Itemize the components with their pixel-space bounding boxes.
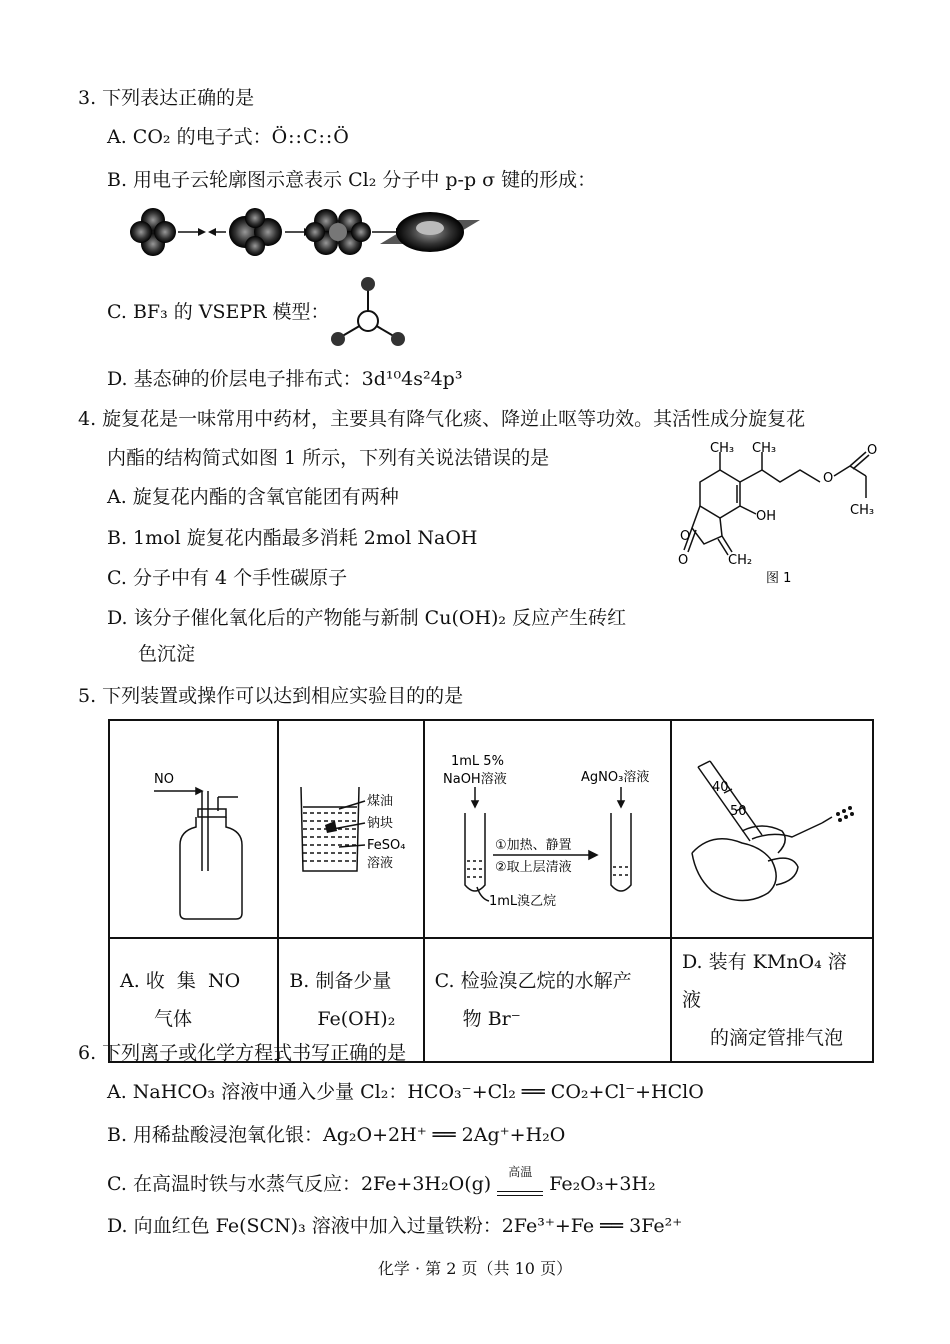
q4-stem-line1: 4. 旋复花是一味常用中药材，主要具有降气化痰、降逆止呕等功效。其活性成分旋复花 <box>78 408 806 430</box>
test-tube-figure <box>425 721 669 933</box>
lactone-oxygen-label: O <box>678 553 689 568</box>
q3-option-a <box>107 125 350 149</box>
apparatus-b-cell <box>278 720 423 938</box>
high-temp-condition: 高温 <box>508 1165 533 1179</box>
step1-label: ①加热、静置 <box>494 838 572 853</box>
q4-option-b: B. 1mol 旋复花内酯最多消耗 2mol NaOH <box>107 527 478 549</box>
sodium-label: 钠块 <box>367 816 394 831</box>
q4-stem-line2: 内酯的结构简式如图 1 所示，下列有关说法错误的是 <box>107 447 550 469</box>
q3-option-a-text: A. CO₂ 的电子式： <box>107 126 272 148</box>
q4-option-a: A. 旋复花内酯的含氧官能团有两种 <box>107 486 399 508</box>
caption-c <box>424 938 671 1062</box>
p-orbital-2 <box>229 208 282 256</box>
tick-50-label: 50 <box>730 804 747 819</box>
q6-option-c-right: Fe₂O₃+3H₂ <box>549 1173 656 1195</box>
feso4-label: FeSO₄ <box>367 838 406 853</box>
ch3-label-b: CH₃ <box>752 441 777 456</box>
caption-b-line2: Fe(OH)₂ <box>317 1008 396 1030</box>
step2-label: ②取上层清液 <box>494 860 572 875</box>
apparatus-c-cell <box>424 720 671 938</box>
kerosene-label: 煤油 <box>367 794 394 809</box>
q6-option-c-left: C. 在高温时铁与水蒸气反应：2Fe+3H₂O(g) <box>107 1173 492 1195</box>
lactone-structure-figure <box>670 440 890 590</box>
ch2-label: CH₂ <box>728 553 753 568</box>
no-label: NO <box>154 772 174 787</box>
burette-figure <box>672 721 872 933</box>
q6-option-a: A. NaHCO₃ 溶液中通入少量 Cl₂：HCO₃⁻+Cl₂ ══ CO₂+Cl⁻+HClO <box>107 1081 704 1103</box>
caption-a-line1: A. 收 集 NO <box>120 970 241 992</box>
oh-label: OH <box>756 509 777 524</box>
q3-option-d: D. 基态砷的价层电子排布式：3d¹⁰4s²4p³ <box>107 368 463 390</box>
caption-a-line2: 气体 <box>154 1008 193 1030</box>
ester-oxygen-label: O <box>823 471 834 486</box>
apparatus-a-cell <box>109 720 278 938</box>
caption-b-line1: B. 制备少量 <box>289 970 392 992</box>
q6-option-c <box>107 1165 656 1196</box>
q3-option-b: B. 用电子云轮廓图示意表示 Cl₂ 分子中 p-p σ 键的形成： <box>107 169 597 191</box>
ch3-label-a: CH₃ <box>710 441 735 456</box>
caption-d <box>671 938 873 1062</box>
gas-washing-bottle-figure <box>110 721 276 933</box>
q3-stem: 3. 下列表达正确的是 <box>78 87 255 109</box>
tick-40-label: 40 <box>712 780 729 795</box>
co2-electron-formula: Ö::C::Ö <box>271 126 350 148</box>
q3-option-c: C. BF₃ 的 VSEPR 模型： <box>107 301 330 323</box>
caption-c-line1: C. 检验溴乙烷的水解产 <box>434 970 632 992</box>
beaker-figure <box>279 721 421 933</box>
caption-c-line2: 物 Br⁻ <box>462 1008 521 1030</box>
caption-d-line1: D. 装有 KMnO₄ 溶液 <box>682 951 847 1011</box>
solution-label: 溶液 <box>367 856 394 871</box>
high-temp-arrow <box>497 1165 543 1196</box>
experiment-table <box>108 719 874 1063</box>
q6-option-b: B. 用稀盐酸浸泡氧化银：Ag₂O+2H⁺ ══ 2Ag⁺+H₂O <box>107 1124 566 1146</box>
bromoethane-label: 1mL溴乙烷 <box>488 894 556 909</box>
caption-d-line2: 的滴定管排气泡 <box>710 1027 844 1049</box>
carbonyl-oxygen-label: O <box>867 443 878 458</box>
ring-oxygen-label: O <box>680 529 691 544</box>
sigma-bond-figure <box>130 204 490 260</box>
p-orbital-1 <box>130 208 176 256</box>
naoh-volume-label: 1mL 5% <box>450 754 504 769</box>
bf3-vsepr-model <box>328 274 408 354</box>
q6-stem: 6. 下列离子或化学方程式书写正确的是 <box>78 1042 407 1064</box>
naoh-solution-label: NaOH溶液 <box>442 772 507 787</box>
ch3-label-c: CH₃ <box>850 503 875 518</box>
agno3-label: AgNO₃溶液 <box>580 770 649 785</box>
q4-option-d-line2: 色沉淀 <box>138 643 196 665</box>
figure-1-caption: 图 1 <box>766 571 792 586</box>
apparatus-d-cell <box>671 720 873 938</box>
q4-option-c: C. 分子中有 4 个手性碳原子 <box>107 567 348 589</box>
page-footer: 化学 · 第 2 页（共 10 页） <box>377 1259 573 1278</box>
q5-stem: 5. 下列装置或操作可以达到相应实验目的的是 <box>78 685 464 707</box>
q4-option-d-line1: D. 该分子催化氧化后的产物能与新制 Cu(OH)₂ 反应产生砖红 <box>107 607 627 629</box>
q6-option-d: D. 向血红色 Fe(SCN)₃ 溶液中加入过量铁粉：2Fe³⁺+Fe ══ 3Fe²⁺ <box>107 1215 683 1237</box>
